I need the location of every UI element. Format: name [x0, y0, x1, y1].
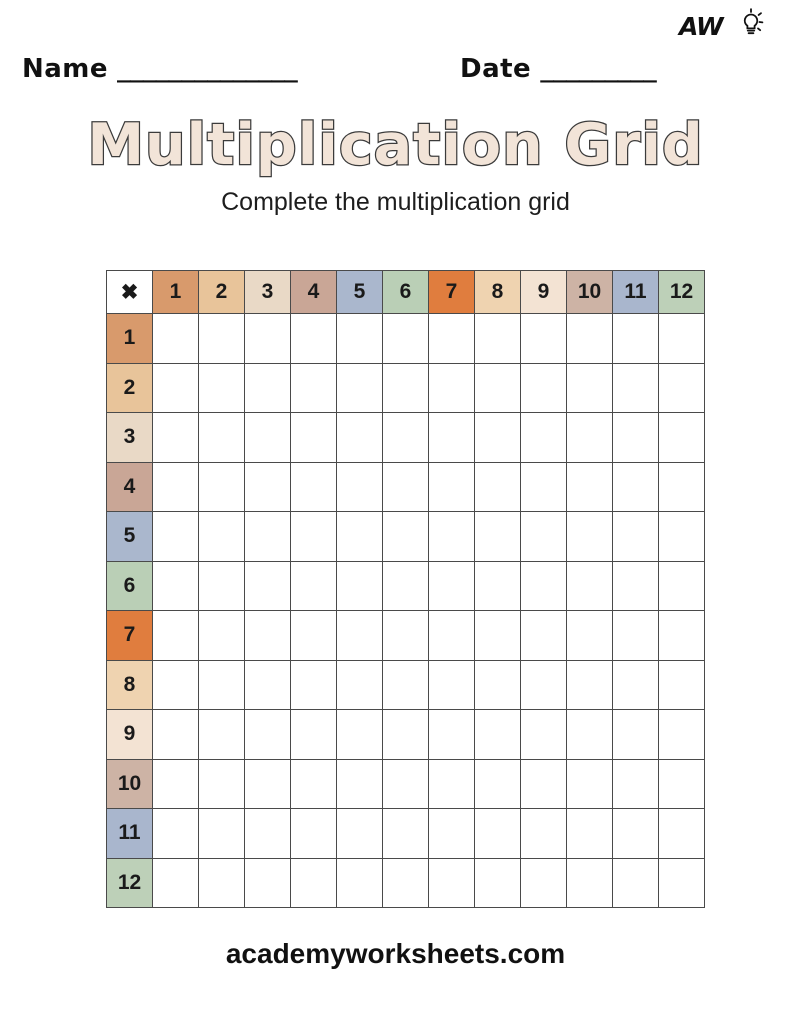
grid-row — [107, 611, 705, 661]
grid-row-header-6: 6 — [107, 561, 153, 611]
grid-cell-6x8[interactable] — [475, 561, 521, 611]
grid-cell-5x6[interactable] — [383, 512, 429, 562]
grid-cell-1x8[interactable] — [475, 314, 521, 364]
grid-cell-2x5[interactable] — [337, 363, 383, 413]
grid-cell-5x10[interactable] — [567, 512, 613, 562]
grid-cell-9x2[interactable] — [199, 710, 245, 760]
grid-cell-3x10[interactable] — [567, 413, 613, 463]
grid-column-header-2: 2 — [199, 271, 245, 314]
grid-cell-5x11[interactable] — [613, 512, 659, 562]
grid-cell-10x8[interactable] — [475, 759, 521, 809]
grid-cell-3x2[interactable] — [199, 413, 245, 463]
grid-row-header-7: 7 — [107, 611, 153, 661]
grid-cell-12x1[interactable] — [153, 858, 199, 908]
grid-cell-11x10[interactable] — [567, 809, 613, 859]
grid-cell-5x5[interactable] — [337, 512, 383, 562]
grid-cell-5x9[interactable] — [521, 512, 567, 562]
grid-cell-8x10[interactable] — [567, 660, 613, 710]
grid-cell-3x6[interactable] — [383, 413, 429, 463]
grid-cell-5x12[interactable] — [659, 512, 705, 562]
grid-cell-12x5[interactable] — [337, 858, 383, 908]
grid-cell-3x3[interactable] — [245, 413, 291, 463]
lightbulb-icon — [736, 6, 766, 45]
grid-table — [106, 270, 705, 908]
grid-cell-1x5[interactable] — [337, 314, 383, 364]
grid-cell-2x3[interactable] — [245, 363, 291, 413]
grid-cell-1x11[interactable] — [613, 314, 659, 364]
grid-cell-11x1[interactable] — [153, 809, 199, 859]
grid-cell-3x7[interactable] — [429, 413, 475, 463]
grid-cell-6x2[interactable] — [199, 561, 245, 611]
grid-column-header-1: 1 — [153, 271, 199, 314]
grid-cell-6x3[interactable] — [245, 561, 291, 611]
grid-cell-8x4[interactable] — [291, 660, 337, 710]
grid-cell-2x11[interactable] — [613, 363, 659, 413]
grid-cell-9x4[interactable] — [291, 710, 337, 760]
grid-cell-12x6[interactable] — [383, 858, 429, 908]
grid-cell-1x9[interactable] — [521, 314, 567, 364]
grid-cell-12x7[interactable] — [429, 858, 475, 908]
grid-cell-5x4[interactable] — [291, 512, 337, 562]
grid-cell-9x7[interactable] — [429, 710, 475, 760]
grid-column-header-7: 7 — [429, 271, 475, 314]
date-field-group — [460, 54, 656, 84]
grid-row-header-2: 2 — [107, 363, 153, 413]
grid-cell-1x2[interactable] — [199, 314, 245, 364]
grid-cell-8x3[interactable] — [245, 660, 291, 710]
grid-cell-4x1[interactable] — [153, 462, 199, 512]
grid-cell-9x6[interactable] — [383, 710, 429, 760]
name-field-group — [22, 54, 297, 84]
grid-cell-8x7[interactable] — [429, 660, 475, 710]
grid-cell-3x1[interactable] — [153, 413, 199, 463]
grid-cell-2x8[interactable] — [475, 363, 521, 413]
date-label: Date — [460, 54, 532, 84]
grid-cell-11x4[interactable] — [291, 809, 337, 859]
grid-column-header-10: 10 — [567, 271, 613, 314]
grid-cell-11x8[interactable] — [475, 809, 521, 859]
grid-cell-10x1[interactable] — [153, 759, 199, 809]
grid-cell-6x1[interactable] — [153, 561, 199, 611]
grid-cell-7x12[interactable] — [659, 611, 705, 661]
grid-cell-3x12[interactable] — [659, 413, 705, 463]
grid-cell-2x1[interactable] — [153, 363, 199, 413]
grid-column-header-5: 5 — [337, 271, 383, 314]
grid-row — [107, 660, 705, 710]
grid-cell-4x9[interactable] — [521, 462, 567, 512]
grid-column-header-11: 11 — [613, 271, 659, 314]
grid-cell-6x7[interactable] — [429, 561, 475, 611]
grid-cell-12x11[interactable] — [613, 858, 659, 908]
grid-cell-6x5[interactable] — [337, 561, 383, 611]
grid-cell-6x9[interactable] — [521, 561, 567, 611]
grid-cell-4x10[interactable] — [567, 462, 613, 512]
grid-cell-11x7[interactable] — [429, 809, 475, 859]
grid-cell-1x3[interactable] — [245, 314, 291, 364]
brand-logo — [679, 4, 767, 56]
grid-cell-11x3[interactable] — [245, 809, 291, 859]
grid-cell-8x2[interactable] — [199, 660, 245, 710]
grid-cell-10x9[interactable] — [521, 759, 567, 809]
grid-cell-2x2[interactable] — [199, 363, 245, 413]
grid-cell-7x2[interactable] — [199, 611, 245, 661]
grid-cell-4x7[interactable] — [429, 462, 475, 512]
grid-cell-5x7[interactable] — [429, 512, 475, 562]
grid-row-header-9: 9 — [107, 710, 153, 760]
grid-cell-10x6[interactable] — [383, 759, 429, 809]
grid-cell-2x10[interactable] — [567, 363, 613, 413]
grid-cell-10x7[interactable] — [429, 759, 475, 809]
grid-cell-7x11[interactable] — [613, 611, 659, 661]
grid-row — [107, 710, 705, 760]
grid-column-header-6: 6 — [383, 271, 429, 314]
grid-cell-11x2[interactable] — [199, 809, 245, 859]
grid-column-header-4: 4 — [291, 271, 337, 314]
grid-row — [107, 413, 705, 463]
grid-column-header-3: 3 — [245, 271, 291, 314]
grid-cell-7x8[interactable] — [475, 611, 521, 661]
grid-cell-6x4[interactable] — [291, 561, 337, 611]
grid-cell-8x1[interactable] — [153, 660, 199, 710]
worksheet-header — [0, 28, 791, 88]
grid-cell-4x3[interactable] — [245, 462, 291, 512]
grid-cell-4x2[interactable] — [199, 462, 245, 512]
grid-cell-2x7[interactable] — [429, 363, 475, 413]
grid-column-header-12: 12 — [659, 271, 705, 314]
grid-cell-4x12[interactable] — [659, 462, 705, 512]
grid-cell-11x6[interactable] — [383, 809, 429, 859]
site-footer: academyworksheets.com — [225, 938, 566, 969]
grid-row — [107, 363, 705, 413]
grid-cell-7x10[interactable] — [567, 611, 613, 661]
grid-cell-9x12[interactable] — [659, 710, 705, 760]
grid-cell-3x8[interactable] — [475, 413, 521, 463]
grid-cell-4x8[interactable] — [475, 462, 521, 512]
grid-cell-1x1[interactable] — [153, 314, 199, 364]
grid-cell-6x10[interactable] — [567, 561, 613, 611]
grid-row — [107, 561, 705, 611]
grid-cell-6x6[interactable] — [383, 561, 429, 611]
grid-cell-5x1[interactable] — [153, 512, 199, 562]
grid-cell-3x11[interactable] — [613, 413, 659, 463]
grid-cell-4x11[interactable] — [613, 462, 659, 512]
grid-cell-1x4[interactable] — [291, 314, 337, 364]
grid-cell-7x5[interactable] — [337, 611, 383, 661]
name-blank-line[interactable]: ______________ — [117, 57, 297, 83]
grid-column-header-9: 9 — [521, 271, 567, 314]
grid-corner-multiply-icon: ✖ — [107, 271, 153, 314]
grid-row-header-5: 5 — [107, 512, 153, 562]
grid-cell-9x3[interactable] — [245, 710, 291, 760]
grid-cell-3x4[interactable] — [291, 413, 337, 463]
grid-column-header-8: 8 — [475, 271, 521, 314]
grid-cell-7x4[interactable] — [291, 611, 337, 661]
grid-cell-9x8[interactable] — [475, 710, 521, 760]
grid-cell-7x3[interactable] — [245, 611, 291, 661]
grid-header-row — [107, 271, 705, 314]
grid-row — [107, 759, 705, 809]
grid-cell-9x9[interactable] — [521, 710, 567, 760]
grid-row-header-4: 4 — [107, 462, 153, 512]
grid-cell-10x12[interactable] — [659, 759, 705, 809]
grid-cell-11x5[interactable] — [337, 809, 383, 859]
grid-cell-10x4[interactable] — [291, 759, 337, 809]
grid-cell-3x5[interactable] — [337, 413, 383, 463]
grid-cell-9x11[interactable] — [613, 710, 659, 760]
grid-row-header-11: 11 — [107, 809, 153, 859]
grid-cell-5x8[interactable] — [475, 512, 521, 562]
grid-cell-8x11[interactable] — [613, 660, 659, 710]
page-title: Multiplication Grid — [87, 112, 704, 178]
date-blank-line[interactable]: _________ — [540, 57, 656, 83]
grid-cell-4x5[interactable] — [337, 462, 383, 512]
grid-cell-8x12[interactable] — [659, 660, 705, 710]
grid-cell-12x8[interactable] — [475, 858, 521, 908]
grid-cell-11x9[interactable] — [521, 809, 567, 859]
grid-cell-9x10[interactable] — [567, 710, 613, 760]
grid-row — [107, 512, 705, 562]
grid-row — [107, 809, 705, 859]
name-label: Name — [22, 54, 109, 84]
grid-cell-11x12[interactable] — [659, 809, 705, 859]
grid-cell-9x1[interactable] — [153, 710, 199, 760]
grid-cell-5x2[interactable] — [199, 512, 245, 562]
grid-row-header-12: 12 — [107, 858, 153, 908]
multiplication-grid — [106, 270, 705, 908]
grid-cell-3x9[interactable] — [521, 413, 567, 463]
grid-cell-11x11[interactable] — [613, 809, 659, 859]
grid-row-header-8: 8 — [107, 660, 153, 710]
logo-text: AW — [679, 12, 723, 41]
grid-row — [107, 462, 705, 512]
grid-cell-8x9[interactable] — [521, 660, 567, 710]
grid-cell-12x12[interactable] — [659, 858, 705, 908]
grid-cell-6x11[interactable] — [613, 561, 659, 611]
grid-cell-2x6[interactable] — [383, 363, 429, 413]
grid-cell-7x9[interactable] — [521, 611, 567, 661]
grid-cell-4x4[interactable] — [291, 462, 337, 512]
grid-cell-12x10[interactable] — [567, 858, 613, 908]
grid-cell-2x4[interactable] — [291, 363, 337, 413]
grid-row-header-1: 1 — [107, 314, 153, 364]
grid-cell-10x3[interactable] — [245, 759, 291, 809]
grid-cell-12x2[interactable] — [199, 858, 245, 908]
grid-cell-9x5[interactable] — [337, 710, 383, 760]
grid-cell-8x6[interactable] — [383, 660, 429, 710]
grid-cell-1x7[interactable] — [429, 314, 475, 364]
grid-cell-12x4[interactable] — [291, 858, 337, 908]
grid-cell-10x2[interactable] — [199, 759, 245, 809]
grid-row-header-10: 10 — [107, 759, 153, 809]
grid-cell-7x1[interactable] — [153, 611, 199, 661]
grid-cell-12x9[interactable] — [521, 858, 567, 908]
grid-cell-10x11[interactable] — [613, 759, 659, 809]
grid-row-header-3: 3 — [107, 413, 153, 463]
grid-cell-1x6[interactable] — [383, 314, 429, 364]
grid-cell-7x6[interactable] — [383, 611, 429, 661]
grid-cell-8x8[interactable] — [475, 660, 521, 710]
grid-cell-6x12[interactable] — [659, 561, 705, 611]
grid-cell-12x3[interactable] — [245, 858, 291, 908]
grid-cell-10x5[interactable] — [337, 759, 383, 809]
grid-row — [107, 314, 705, 364]
grid-cell-2x12[interactable] — [659, 363, 705, 413]
grid-cell-7x7[interactable] — [429, 611, 475, 661]
grid-cell-8x5[interactable] — [337, 660, 383, 710]
grid-cell-4x6[interactable] — [383, 462, 429, 512]
grid-cell-1x10[interactable] — [567, 314, 613, 364]
grid-row — [107, 858, 705, 908]
page-subtitle: Complete the multiplication grid — [221, 188, 570, 216]
grid-cell-10x10[interactable] — [567, 759, 613, 809]
grid-cell-1x12[interactable] — [659, 314, 705, 364]
grid-cell-2x9[interactable] — [521, 363, 567, 413]
grid-cell-5x3[interactable] — [245, 512, 291, 562]
